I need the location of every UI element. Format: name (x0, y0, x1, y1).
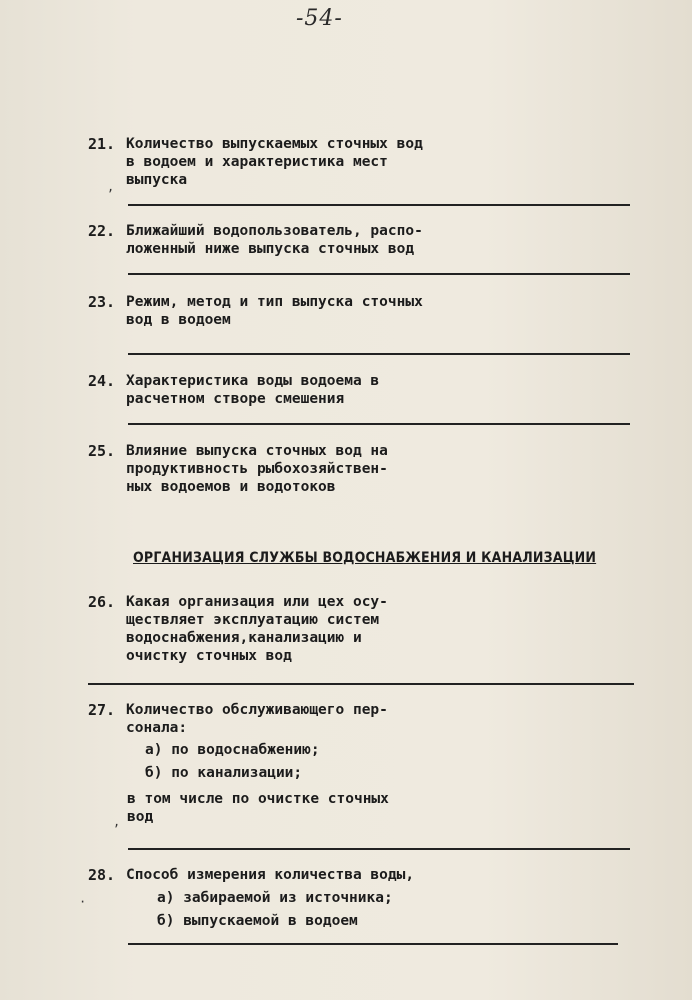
item-text: Режим, метод и тип выпуска сточных вод в водоем (126, 294, 423, 328)
item-number: 28. (88, 866, 116, 884)
answer-line (88, 683, 634, 685)
margin-mark: · (79, 895, 87, 909)
item-number: 22. (88, 222, 116, 240)
item-28-sub-b: б) выпускаемой в водоем (157, 913, 358, 929)
item-number: 25. (88, 442, 116, 460)
section-heading: ОРГАНИЗАЦИЯ СЛУЖБЫ ВОДОСНАБЖЕНИЯ И КАНАЛИЗАЦИИ (133, 550, 597, 566)
item-27-sub-b: б) по канализации; (145, 765, 303, 781)
item-27-sub-a: а) по водоснабжению; (145, 742, 320, 758)
item-28-sub-a: а) забираемой из источника; (157, 890, 393, 906)
item-26 (88, 593, 648, 665)
item-text: Количество выпускаемых сточных вод в водоем и характеристика мест выпуска (126, 136, 423, 188)
item-number: 24. (88, 372, 116, 390)
margin-mark: , (107, 180, 115, 194)
item-number: 27. (88, 701, 116, 719)
item-28 (88, 866, 648, 884)
item-21 (88, 135, 648, 189)
item-22 (88, 222, 648, 258)
item-23 (88, 293, 648, 329)
margin-mark: , (113, 815, 121, 829)
item-25 (88, 442, 648, 496)
item-text: Ближайший водопользователь, распо- ложенный ниже выпуска сточных вод (126, 223, 423, 257)
answer-line (128, 848, 630, 850)
page-number: -54- (296, 6, 343, 31)
item-24 (88, 372, 648, 408)
answer-line (128, 353, 630, 355)
item-text: Влияние выпуска сточных вод на продуктивность рыбохозяйствен- ных водоемов и водотоков (126, 443, 388, 495)
answer-line (128, 943, 618, 945)
item-number: 23. (88, 293, 116, 311)
item-text: Характеристика воды водоема в расчетном створе смешения (126, 373, 380, 407)
item-text: Количество обслуживающего пер- сонала: (126, 702, 388, 736)
answer-line (128, 204, 630, 206)
answer-line (128, 273, 630, 275)
item-number: 26. (88, 593, 116, 611)
item-27-sub-c: в том числе по очистке сточных вод (127, 791, 389, 825)
answer-line (128, 423, 630, 425)
item-number: 21. (88, 135, 116, 153)
item-27 (88, 701, 648, 737)
item-text: Способ измерения количества воды, (126, 867, 415, 883)
item-text: Какая организация или цех осу- ществляет эксплуатацию систем водоснабжения,канализацию и очистку сточных вод (126, 594, 388, 664)
